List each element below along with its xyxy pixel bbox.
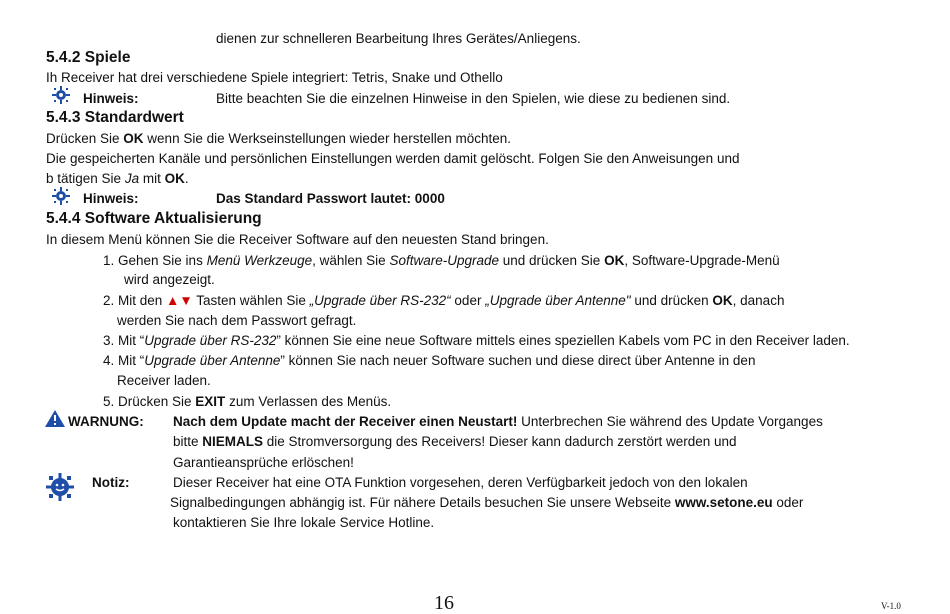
warning-line-2: bitte NIEMALS die Stromversorgung des Receivers! Dieser kann dadurch zerstört werden und (173, 434, 737, 449)
up-down-arrow-icon: ▲▼ (166, 293, 193, 308)
gear-hint-icon (52, 86, 70, 107)
hint-text: Bitte beachten Sie die einzelnen Hinweise in den Spielen, wie diese zu bedienen sind. (216, 91, 731, 106)
step-2: 2. Mit den ▲▼ Tasten wählen Sie „Upgrade über RS-232“ oder „Upgrade über Antenne" und drücken OK, danach (103, 293, 785, 308)
step-5: 5. Drücken Sie EXIT zum Verlassen des Menüs. (103, 394, 392, 409)
spiele-text: Ih Receiver hat drei verschiedene Spiele integriert: Tetris, Snake und Othello (46, 70, 503, 85)
step-2-cont: werden Sie nach dem Passwort gefragt. (117, 313, 357, 328)
step-1: 1. Gehen Sie ins Menü Werkzeuge, wählen Sie Software-Upgrade und drücken Sie OK, Software-Upgrade-Menü (103, 253, 780, 268)
step-4: 4. Mit “Upgrade über Antenne” können Sie nach neuer Software suchen und diese direct über Antenne in den (103, 353, 756, 368)
section-heading-spiele: 5.4.2 Spiele (46, 49, 131, 66)
warning-icon (45, 410, 65, 430)
note-label: Notiz: (92, 475, 130, 490)
step-1-cont: wird angezeigt. (124, 272, 215, 287)
step-3: 3. Mit “Upgrade über RS-232” können Sie eine neue Software mittels eines speziellen Kabels vom PC in den Receiver laden. (103, 333, 850, 348)
page-number: 16 (434, 592, 454, 614)
software-intro: In diesem Menü können Sie die Receiver Software auf den neuesten Stand bringen. (46, 232, 549, 247)
section-heading-standardwert: 5.4.3 Standardwert (46, 109, 184, 126)
standardwert-line-3: b tätigen Sie Ja mit OK. (46, 171, 189, 186)
standardwert-line-1: Drücken Sie OK wenn Sie die Werkseinstellungen wieder herstellen möchten. (46, 131, 511, 146)
warning-line-1: Nach dem Update macht der Receiver einen Neustart! Unterbrechen Sie während des Update Vorganges (173, 414, 823, 429)
hint-label: Hinweis: (83, 191, 139, 206)
warning-label: WARNUNG: (68, 414, 144, 429)
gear-hint-icon (52, 187, 70, 208)
note-gear-icon (46, 473, 74, 504)
note-line-3: kontaktieren Sie Ihre lokale Service Hotline. (173, 515, 435, 530)
version-label: V-1.0 (881, 601, 901, 611)
step-4-cont: Receiver laden. (117, 373, 211, 388)
note-line-1: Dieser Receiver hat eine OTA Funktion vorgesehen, deren Verfügbarkeit jedoch von den lokalen (173, 475, 748, 490)
section-heading-software: 5.4.4 Software Aktualisierung (46, 210, 262, 227)
password-hint-text: Das Standard Passwort lautet: 0000 (216, 191, 445, 206)
intro-tail-text: dienen zur schnelleren Bearbeitung Ihres Gerätes/Anliegens. (216, 31, 581, 46)
hint-label: Hinweis: (83, 91, 139, 106)
note-line-2: Signalbedingungen abhängig ist. Für nähere Details besuchen Sie unsere Webseite www.setone.eu oder (170, 495, 804, 510)
warning-line-3: Garantieansprüche erlöschen! (173, 455, 354, 470)
standardwert-line-2: Die gespeicherten Kanäle und persönlichen Einstellungen werden damit gelöscht. Folgen Sie den Anweisungen und (46, 151, 740, 166)
website-link: www.setone.eu (674, 495, 773, 510)
